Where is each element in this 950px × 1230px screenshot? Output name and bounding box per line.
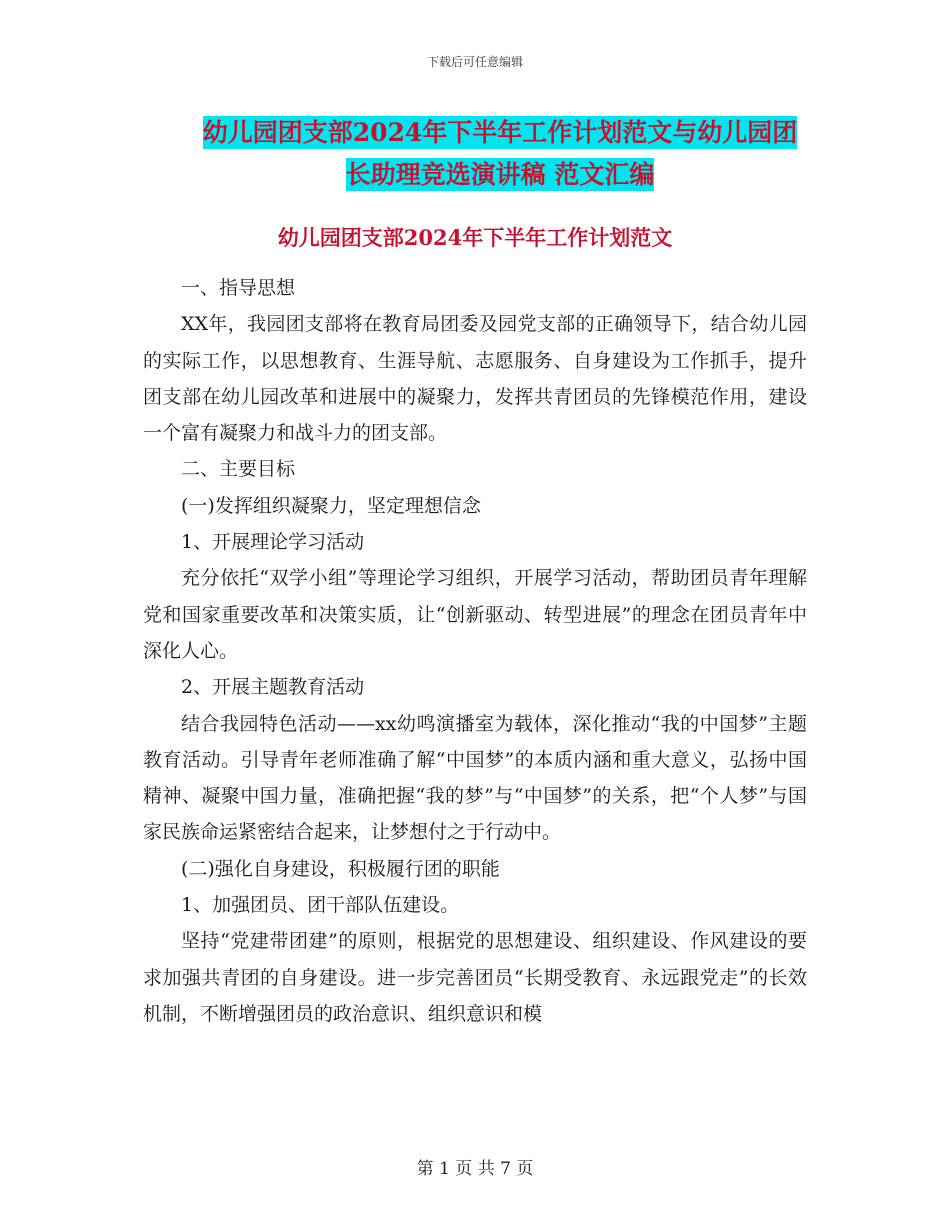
title-line-1: 幼儿园团支部2024年下半年工作计划范文与幼儿园团 — [202, 118, 798, 147]
paragraph: XX年，我园团支部将在教育局团委及园党支部的正确领导下，结合幼儿园的实际工作，以思想教育、生涯导航、志愿服务、自身建设为工作抓手，提升团支部在幼儿园改革和进展中的凝聚力，发挥共青团员的先锋模范作用，建设一个富有凝聚力和战斗力的团支部。 — [143, 313, 807, 445]
header-note: 下载后可任意编辑 — [426, 55, 523, 69]
title-line-2: 长助理竞选演讲稿 范文汇编 — [345, 160, 655, 189]
document-title — [180, 112, 820, 196]
heading-main-goals: 二、主要目标 — [181, 458, 296, 481]
paragraph: 充分依托“双学小组”等理论学习组织，开展学习活动，帮助团员青年理解党和国家重要改革和决策实质，让“创新驱动、转型进展”的理念在团员青年中深化人心。 — [143, 567, 807, 662]
section-title: 幼儿园团支部2024年下半年工作计划范文 — [277, 225, 673, 250]
body-text — [143, 270, 807, 1032]
list-item-heading: 1、开展理论学习活动 — [181, 531, 365, 554]
paragraph: 结合我园特色活动——xx幼鸣演播室为载体，深化推动“我的中国梦”主题教育活动。引导青年老师准确了解“中国梦”的本质内涵和重大意义，弘扬中国精神、凝聚中国力量，准确把握“我的梦”与“中国梦”的关系，把“个人梦”与国家民族命运紧密结合起来，让梦想付之于行动中。 — [143, 712, 807, 844]
page-footer: 第 1 页 共 7 页 — [416, 1159, 534, 1179]
heading-guiding-ideology: 一、指导思想 — [181, 277, 296, 299]
subheading: (一)发挥组织凝聚力，坚定理想信念 — [181, 494, 481, 517]
list-item-heading: 1、加强团员、团干部队伍建设。 — [181, 894, 460, 917]
subheading: (二)强化自身建设，积极履行团的职能 — [181, 857, 500, 880]
list-item-heading: 2、开展主题教育活动 — [181, 676, 365, 699]
paragraph: 坚持“党建带团建”的原则，根据党的思想建设、组织建设、作风建设的要求加强共青团的自身建设。进一步完善团员“长期受教育、永远跟党走”的长效机制，不断增强团员的政治意识、组织意识和模 — [143, 930, 807, 1025]
